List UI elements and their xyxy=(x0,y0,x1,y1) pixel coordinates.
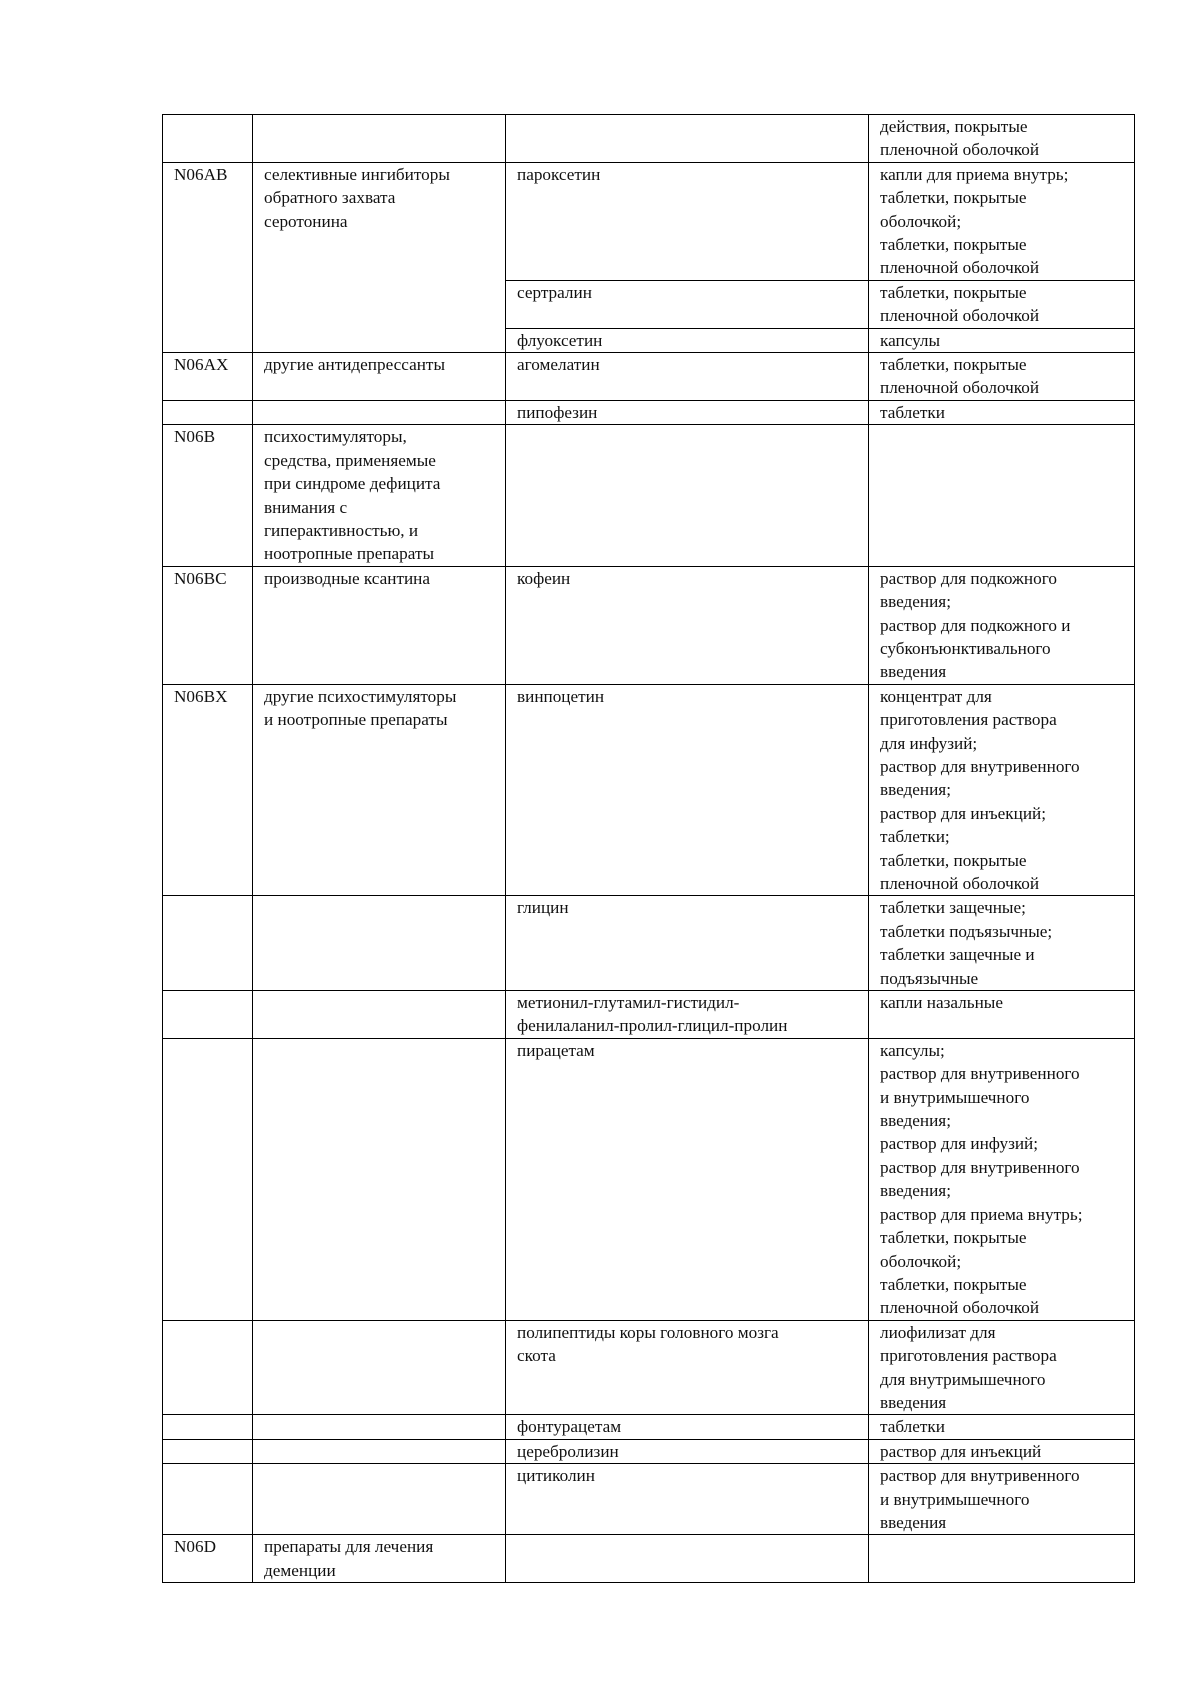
table-row xyxy=(163,280,1135,328)
table-row xyxy=(163,1038,1135,1320)
atc-code-cell xyxy=(163,328,253,352)
substance-cell xyxy=(506,1535,869,1583)
table-row xyxy=(163,1415,1135,1439)
dosage-forms-cell: концентрат для приготовления раствора для инфузий; раствор для внутривенного введения; раствор для инъекций; таблетки; таблетки, покрытые пленочной оболочкой xyxy=(869,684,1135,896)
atc-code-cell xyxy=(163,280,253,328)
substance-cell: метионил-глутамил-гистидил- фенилаланил-пролил-глицил-пролин xyxy=(506,991,869,1039)
table-body xyxy=(163,115,1135,1583)
table-row xyxy=(163,896,1135,991)
group-name-cell xyxy=(253,991,506,1039)
substance-cell: пипофезин xyxy=(506,400,869,424)
table-row xyxy=(163,425,1135,566)
dosage-forms-cell: капли назальные xyxy=(869,991,1135,1039)
atc-code-cell xyxy=(163,1439,253,1463)
group-name-cell xyxy=(253,896,506,991)
group-name-cell xyxy=(253,328,506,352)
substance-cell xyxy=(506,425,869,566)
group-name-cell: препараты для лечения деменции xyxy=(253,1535,506,1583)
atc-code-cell: N06AX xyxy=(163,353,253,401)
group-name-cell xyxy=(253,1415,506,1439)
substance-cell: винпоцетин xyxy=(506,684,869,896)
dosage-forms-cell: раствор для внутривенного и внутримышечного введения xyxy=(869,1464,1135,1535)
substance-cell: фонтурацетам xyxy=(506,1415,869,1439)
table-row xyxy=(163,1320,1135,1415)
group-name-cell xyxy=(253,1038,506,1320)
substance-cell: сертралин xyxy=(506,280,869,328)
group-name-cell xyxy=(253,400,506,424)
table-row xyxy=(163,1439,1135,1463)
group-name-cell xyxy=(253,1439,506,1463)
dosage-forms-cell: капсулы; раствор для внутривенного и внутримышечного введения; раствор для инфузий; раствор для внутривенного введения; раствор для приема внутрь; таблетки, покрытые оболочкой; таблетки, покрытые пленочной оболочкой xyxy=(869,1038,1135,1320)
atc-code-cell: N06BC xyxy=(163,566,253,684)
table-row xyxy=(163,1535,1135,1583)
group-name-cell xyxy=(253,115,506,163)
atc-code-cell xyxy=(163,896,253,991)
substance-cell: церебролизин xyxy=(506,1439,869,1463)
group-name-cell: селективные ингибиторы обратного захвата серотонина xyxy=(253,162,506,280)
atc-code-cell: N06B xyxy=(163,425,253,566)
table-row xyxy=(163,991,1135,1039)
atc-code-cell xyxy=(163,115,253,163)
group-name-cell xyxy=(253,1464,506,1535)
group-name-cell: другие антидепрессанты xyxy=(253,353,506,401)
dosage-forms-cell: действия, покрытые пленочной оболочкой xyxy=(869,115,1135,163)
atc-code-cell xyxy=(163,1038,253,1320)
table-row xyxy=(163,353,1135,401)
dosage-forms-cell xyxy=(869,425,1135,566)
dosage-forms-cell: таблетки xyxy=(869,1415,1135,1439)
table-row xyxy=(163,115,1135,163)
drug-classification-table xyxy=(162,114,1135,1583)
group-name-cell: психостимуляторы, средства, применяемые при синдроме дефицита внимания с гиперактивностью, и ноотропные препараты xyxy=(253,425,506,566)
table-row xyxy=(163,1464,1135,1535)
atc-code-cell xyxy=(163,991,253,1039)
dosage-forms-cell: раствор для инъекций xyxy=(869,1439,1135,1463)
group-name-cell: производные ксантина xyxy=(253,566,506,684)
table-row xyxy=(163,684,1135,896)
group-name-cell xyxy=(253,280,506,328)
substance-cell: агомелатин xyxy=(506,353,869,401)
table-row xyxy=(163,566,1135,684)
atc-code-cell: N06BX xyxy=(163,684,253,896)
substance-cell xyxy=(506,115,869,163)
atc-code-cell xyxy=(163,400,253,424)
table-row xyxy=(163,162,1135,280)
substance-cell: пирацетам xyxy=(506,1038,869,1320)
dosage-forms-cell xyxy=(869,1535,1135,1583)
table-row xyxy=(163,328,1135,352)
dosage-forms-cell: лиофилизат для приготовления раствора для внутримышечного введения xyxy=(869,1320,1135,1415)
dosage-forms-cell: таблетки, покрытые пленочной оболочкой xyxy=(869,280,1135,328)
dosage-forms-cell: таблетки xyxy=(869,400,1135,424)
substance-cell: цитиколин xyxy=(506,1464,869,1535)
substance-cell: пароксетин xyxy=(506,162,869,280)
atc-code-cell: N06AB xyxy=(163,162,253,280)
group-name-cell: другие психостимуляторы и ноотропные препараты xyxy=(253,684,506,896)
dosage-forms-cell: таблетки защечные; таблетки подъязычные; таблетки защечные и подъязычные xyxy=(869,896,1135,991)
atc-code-cell xyxy=(163,1464,253,1535)
table-row xyxy=(163,400,1135,424)
substance-cell: полипептиды коры головного мозга скота xyxy=(506,1320,869,1415)
dosage-forms-cell: таблетки, покрытые пленочной оболочкой xyxy=(869,353,1135,401)
substance-cell: кофеин xyxy=(506,566,869,684)
dosage-forms-cell: раствор для подкожного введения; раствор для подкожного и субконъюнктивального введения xyxy=(869,566,1135,684)
substance-cell: глицин xyxy=(506,896,869,991)
substance-cell: флуоксетин xyxy=(506,328,869,352)
atc-code-cell xyxy=(163,1415,253,1439)
dosage-forms-cell: капсулы xyxy=(869,328,1135,352)
atc-code-cell: N06D xyxy=(163,1535,253,1583)
group-name-cell xyxy=(253,1320,506,1415)
atc-code-cell xyxy=(163,1320,253,1415)
dosage-forms-cell: капли для приема внутрь; таблетки, покрытые оболочкой; таблетки, покрытые пленочной оболочкой xyxy=(869,162,1135,280)
